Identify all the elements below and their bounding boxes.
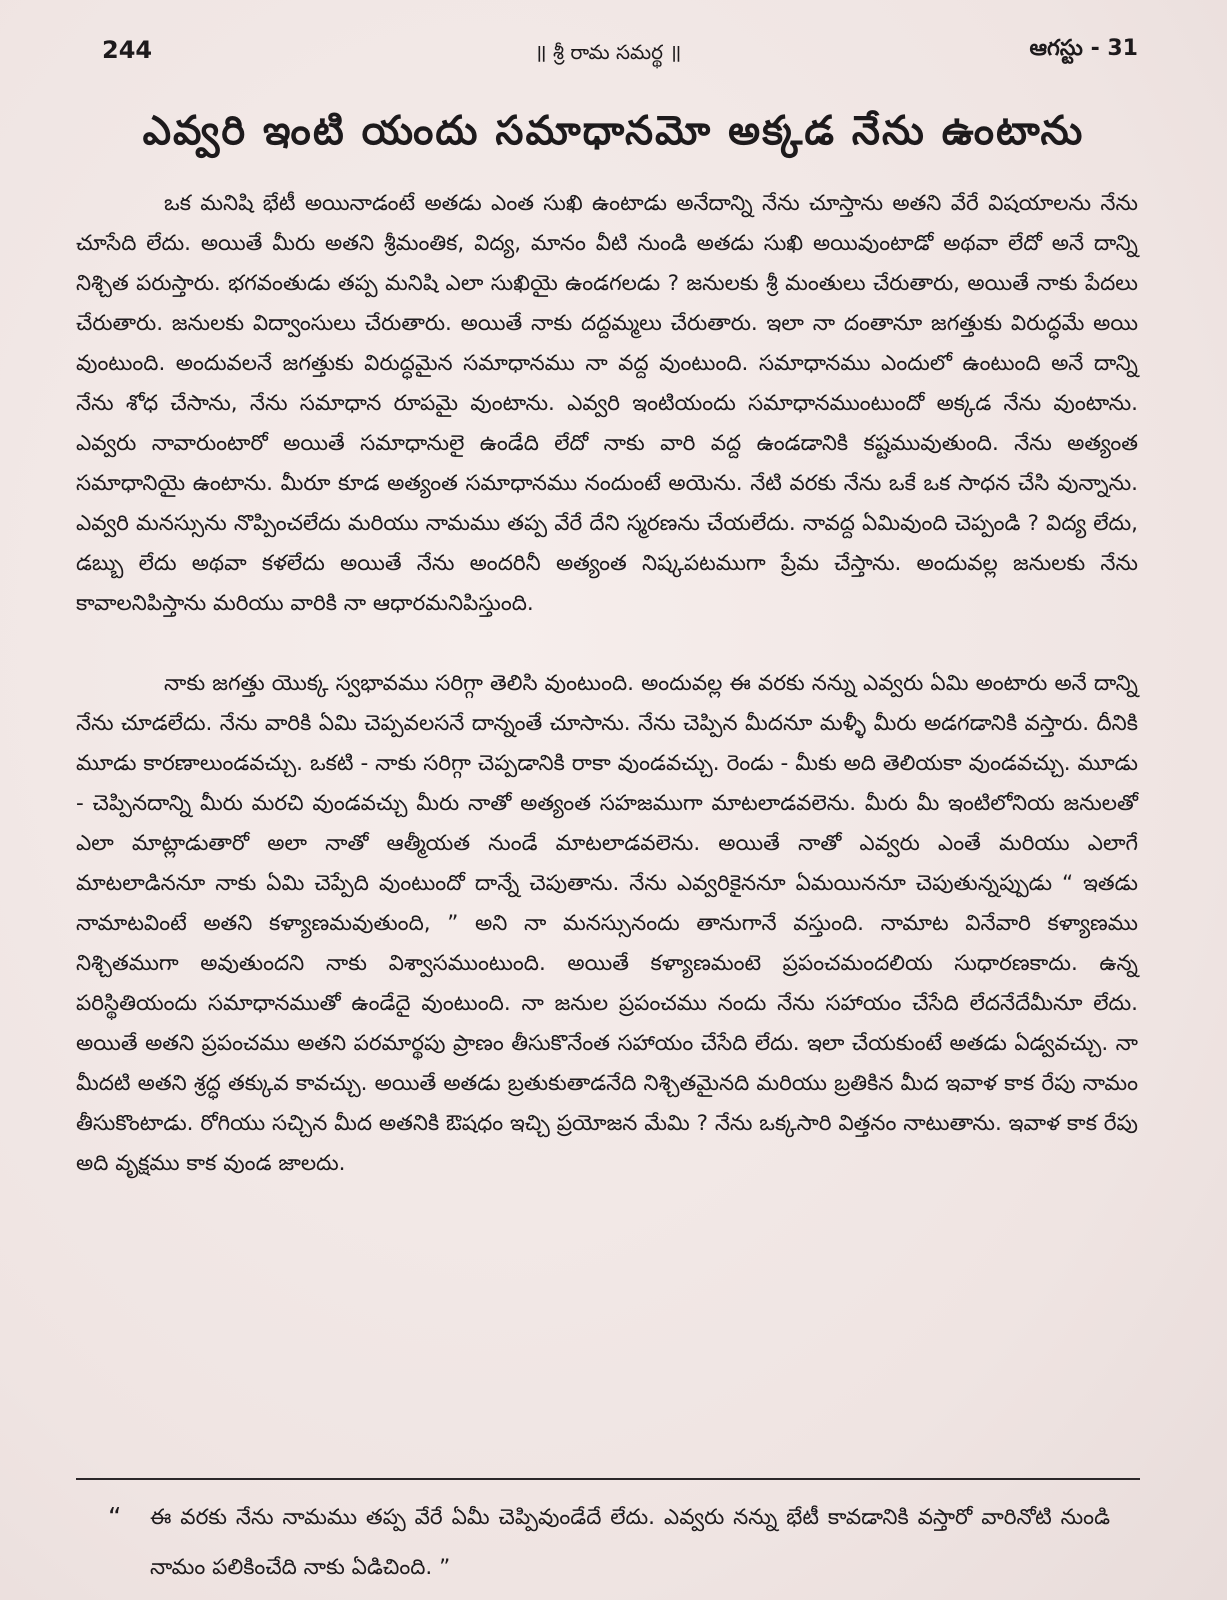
paragraph: ఒక మనిషి భేటీ అయినాడంటే అతడు ఎంత సుఖి ఉంటాడు అనేదాన్ని నేను చూస్తాను అతని వేరే విషయాలను నేను చూసేది లేదు. అయితే మీరు అతని శ్రీమంతిక, విద్య, మానం వీటి నుండి అతడు సుఖి అయివుంటాడో అథవా లేదో అనే దాన్ని నిశ్చిత పరుస్తారు. భగవంతుడు తప్ప మనిషి ఎలా సుఖియై ఉండగలడు ? జనులకు శ్రీ మంతులు చేరుతారు, అయితే నాకు పేదలు చేరుతారు. జనులకు విద్వాంసులు చేరుతారు. అయితే నాకు దద్దమ్మలు చేరుతారు. ఇలా నా దంతానూ జగత్తుకు విరుద్ధమే అయి వుంటుంది. అందువలనే జగత్తుకు విరుద్ధమైన సమాధానము నా వద్ద వుంటుంది. సమాధానము ఎందులో ఉంటుంది అనే దాన్ని నేను శోధ చేసాను, నేను సమాధాన రూపమై వుంటాను. ఎవ్వరి ఇంటియందు సమాధానముంటుందో అక్కడ నేను వుంటాను. ఎవ్వరు నావారుంటారో అయితే సమాధానులై ఉండేది లేదో నాకు వారి వద్ద ఉండడానికి కష్టమువుతుంది. నేను అత్యంత సమాధానియై ఉంటాను. మీరూ కూడ అత్యంత సమాధానము నందుంటే అయెను. నేటి వరకు నేను ఒకే ఒక సాధన చేసి వున్నాను. ఎవ్వరి మనస్సును నొప్పించలేదు మరియు నామము తప్ప వేరే దేని స్మరణను చేయలేదు. నావద్ద ఏమివుంది చెప్పండి ? విద్య లేదు, డబ్బు లేదు అథవా కళలేదు అయితే నేను అందరినీ అత్యంత నిష్కపటముగా ప్రేమ చేస్తాను. అందువల్ల జనులకు నేను కావాలనిపిస్తాను మరియు వారికి నా ఆధారమనిపిస్తుంది.	[76, 191, 1138, 616]
page-header	[78, 36, 1138, 72]
body-text	[76, 184, 1138, 1184]
page-title: ఎవ్వరి ఇంటి యందు సమాధానమో అక్కడ నేను ఉంటాను	[142, 108, 1085, 154]
paragraph: నాకు జగత్తు యొక్క స్వభావము సరిగ్గా తెలిసి వుంటుంది. అందువల్ల ఈ వరకు నన్ను ఎవ్వరు ఏమి అంటారు అనే దాన్ని నేను చూడలేదు. నేను వారికి ఏమి చెప్పవలసనే దాన్నంతే చూసాను. నేను చెప్పిన మీదనూ మళ్ళీ మీరు అడగడానికి వస్తారు. దీనికి మూడు కారణాలుండవచ్చు. ఒకటి - నాకు సరిగ్గా చెప్పడానికి రాకా వుండవచ్చు. రెండు - మీకు అది తెలియకా వుండవచ్చు. మూడు - చెప్పినదాన్ని మీరు మరచి వుండవచ్చు మీరు నాతో అత్యంత సహజముగా మాటలాడవలెను. మీరు మీ ఇంటిలోనియ జనులతో ఎలా మాట్లాడుతారో అలా నాతో ఆత్మీయత నుండే మాటలాడవలెను. అయితే నాతో ఎవ్వరు ఎంతే మరియు ఎలాగే మాటలాడిననూ నాకు ఏమి చెప్పేది వుంటుందో దాన్నే చెపుతాను. నేను ఎవ్వరికైననూ ఏమయిననూ చెపుతున్నప్పుడు “ ఇతడు నామాటవింటే అతని కళ్యాణమవుతుంది, ” అని నా మనస్సునందు తానుగానే వస్తుంది. నామాట వినేవారి కళ్యాణము నిశ్చితముగా అవుతుందని నాకు విశ్వాసముంటుంది. అయితే కళ్యాణమంటె ప్రపంచమందలియ సుధారణకాదు. ఉన్న పరిస్థితియందు సమాధానముతో ఉండేదై వుంటుంది. నా జనుల ప్రపంచము నందు నేను సహాయం చేసేది లేదనేదేమీనూ లేదు. అయితే అతని ప్రపంచము అతని పరమార్థపు ప్రాణం తీసుకొనేంత సహాయం చేసేది లేదు. ఇలా చేయకుంటే అతడు ఏడ్వవచ్చు. నా మీదటి అతని శ్రద్ధ తక్కువ కావచ్చు. అయితే అతడు బ్రతుకుతాడనేది నిశ్చితమైనది మరియు బ్రతికిన మీద ఇవాళ కాక రేపు నామం తీసుకొంటాడు. రోగియు సచ్చిన మీద అతనికి ఔషధం ఇచ్చి ప్రయోజన మేమి ? నేను ఒక్కసారి విత్తనం నాటుతాను. ఇవాళ కాక రేపు అది వృక్షము కాక వుండ జాలదు.	[76, 671, 1138, 1176]
footer-quote	[110, 1493, 1110, 1593]
page-date: ఆగస్టు - 31	[1029, 36, 1138, 61]
running-head: ॥ శ్రీ రామ సమర్థ ॥	[534, 40, 682, 64]
quote-open-mark: “	[108, 1503, 122, 1533]
divider-line	[76, 1478, 1140, 1480]
page-number: 244	[102, 36, 153, 64]
quote-text: ఈ వరకు నేను నామము తప్ప వేరే ఏమీ చెప్పివుండేదే లేదు. ఎవ్వరు నన్ను భేటీ కావడానికి వస్తారో వారినోటి నుండి నామం పలికించేది నాకు ఏడిచింది. ”	[150, 1505, 1110, 1580]
